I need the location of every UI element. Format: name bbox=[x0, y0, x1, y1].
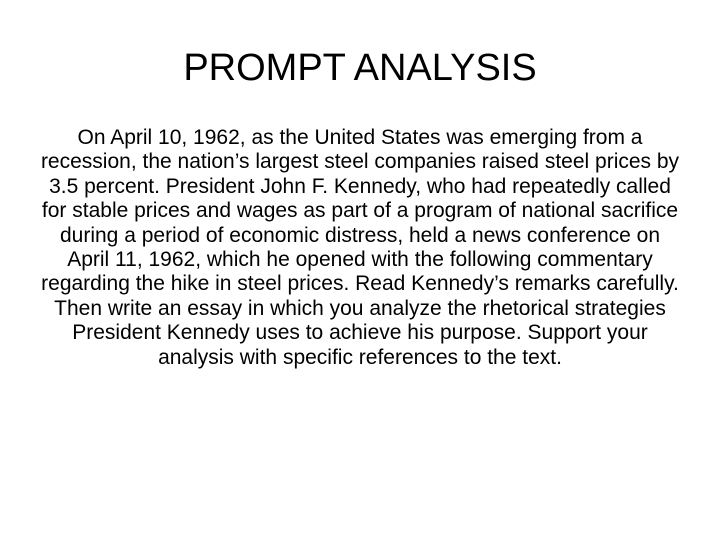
slide-body-text: On April 10, 1962, as the United States was emerging from a recession, the nation’s largest steel companies raised steel prices by 3.5 percent. President John F. Kennedy, who had repeatedly called for stable prices and wages as part of a program of national sacrifice during a period of economic distress, held a news conference on April 11, 1962, which he opened with the following commentary regarding the hike in steel prices. Read Kennedy’s remarks carefully. Then write an essay in which you analyze the rhetorical strategies President Kennedy uses to achieve his purpose. Support your analysis with specific references to the text. bbox=[40, 126, 680, 369]
slide-title: PROMPT ANALYSIS bbox=[183, 47, 537, 89]
